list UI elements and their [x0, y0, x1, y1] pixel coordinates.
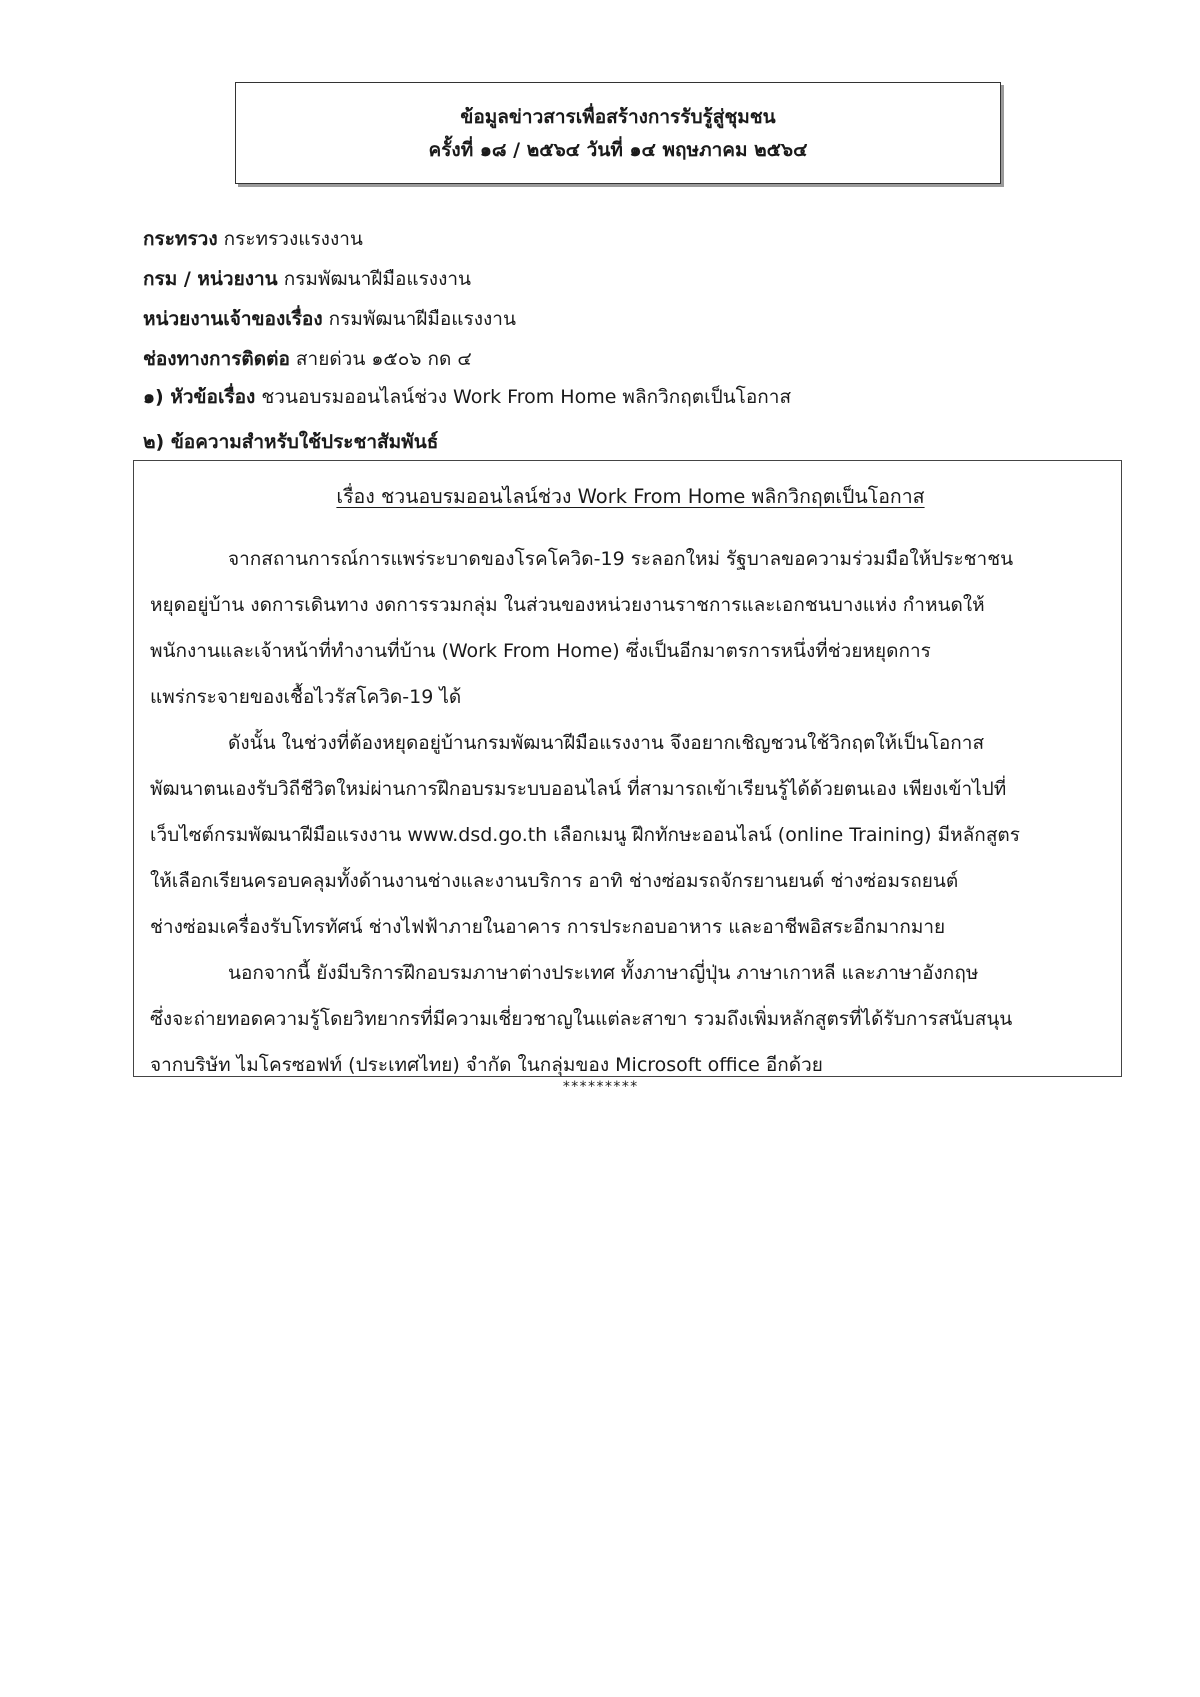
document-header-box — [235, 82, 1001, 184]
pr-line: ให้เลือกเรียนครอบคลุมทั้งด้านงานช่างและงานบริการ อาทิ ช่างซ่อมรถจักรยานยนต์ ช่างซ่อมรถยนต์ — [150, 870, 959, 892]
meta-department-row — [143, 263, 1123, 296]
document-title: ข้อมูลข่าวสารเพื่อสร้างการรับรู้สู่ชุมชน — [460, 106, 776, 128]
department-label: กรม / หน่วยงาน — [143, 268, 278, 290]
pr-line: พนักงานและเจ้าหน้าที่ทำงานที่บ้าน (Work From Home) ซึ่งเป็นอีกมาตรการหนึ่งที่ช่วยหยุดการ — [150, 640, 931, 662]
ministry-label: กระทรวง — [143, 228, 218, 250]
section-topic — [143, 381, 791, 414]
pr-line: หยุดอยู่บ้าน งดการเดินทาง งดการรวมกลุ่ม ในส่วนของหน่วยงานราชการและเอกชนบางแห่ง กำหนดให้ — [150, 594, 985, 616]
issue-number-date: ครั้งที่ ๑๘ / ๒๕๖๔ วันที่ ๑๔ พฤษภาคม ๒๕๖๔ — [428, 139, 808, 161]
pr-line: นอกจากนี้ ยังมีบริการฝึกอบรมภาษาต่างประเทศ ทั้งภาษาญี่ปุ่น ภาษาเกาหลี และภาษาอังกฤษ — [228, 962, 979, 984]
end-of-message-stars: ********* — [562, 1079, 638, 1095]
department-value: กรมพัฒนาฝีมือแรงงาน — [283, 268, 472, 290]
pr-line: จากบริษัท ไมโครซอฟท์ (ประเทศไทย) จำกัด ในกลุ่มของ Microsoft office อีกด้วย — [150, 1054, 823, 1076]
pr-message-box — [133, 460, 1122, 1077]
pr-line: แพร่กระจายของเชื้อไวรัสโควิด-19 ได้ — [150, 686, 462, 708]
meta-owner-row — [143, 303, 1123, 336]
pr-line: ช่างซ่อมเครื่องรับโทรทัศน์ ช่างไฟฟ้าภายในอาคาร การประกอบอาหาร และอาชีพอิสระอีกมากมาย — [150, 916, 946, 938]
meta-contact-row — [143, 343, 1123, 376]
pr-title: เรื่อง ชวนอบรมออนไลน์ช่วง Work From Home พลิกวิกฤตเป็นโอกาส — [336, 485, 925, 508]
meta-ministry-row — [143, 223, 1123, 256]
contact-value: สายด่วน ๑๕๐๖ กด ๔ — [295, 348, 472, 370]
topic-label: ๑) หัวข้อเรื่อง — [143, 386, 256, 408]
pr-line: ซึ่งจะถ่ายทอดความรู้โดยวิทยากรที่มีความเชี่ยวชาญในแต่ละสาขา รวมถึงเพิ่มหลักสูตรที่ได้รับการสนับสนุน — [150, 1008, 1013, 1030]
message-label: ๒) ข้อความสำหรับใช้ประชาสัมพันธ์ — [143, 431, 439, 453]
document-metadata — [143, 223, 1123, 376]
section-message — [143, 426, 438, 459]
pr-line: จากสถานการณ์การแพร่ระบาดของโรคโควิด-19 ระลอกใหม่ รัฐบาลขอความร่วมมือให้ประชาชน — [228, 548, 1014, 570]
ministry-value: กระทรวงแรงงาน — [223, 228, 363, 250]
owner-value: กรมพัฒนาฝีมือแรงงาน — [328, 308, 516, 330]
pr-line: พัฒนาตนเองรับวิถีชีวิตใหม่ผ่านการฝึกอบรมระบบออนไลน์ ที่สามารถเข้าเรียนรู้ได้ด้วยตนเอง เพียงเข้าไปที่ — [150, 778, 1007, 800]
contact-label: ช่องทางการติดต่อ — [143, 348, 290, 370]
topic-value: ชวนอบรมออนไลน์ช่วง Work From Home พลิกวิกฤตเป็นโอกาส — [261, 386, 792, 408]
pr-line: เว็บไซต์กรมพัฒนาฝีมือแรงงาน www.dsd.go.th เลือกเมนู ฝึกทักษะออนไลน์ (online Training) มีหลักสูตร — [150, 824, 1020, 846]
owner-label: หน่วยงานเจ้าของเรื่อง — [143, 308, 323, 330]
pr-line: ดังนั้น ในช่วงที่ต้องหยุดอยู่บ้านกรมพัฒนาฝีมือแรงงาน จึงอยากเชิญชวนใช้วิกฤตให้เป็นโอกาส — [228, 732, 985, 754]
